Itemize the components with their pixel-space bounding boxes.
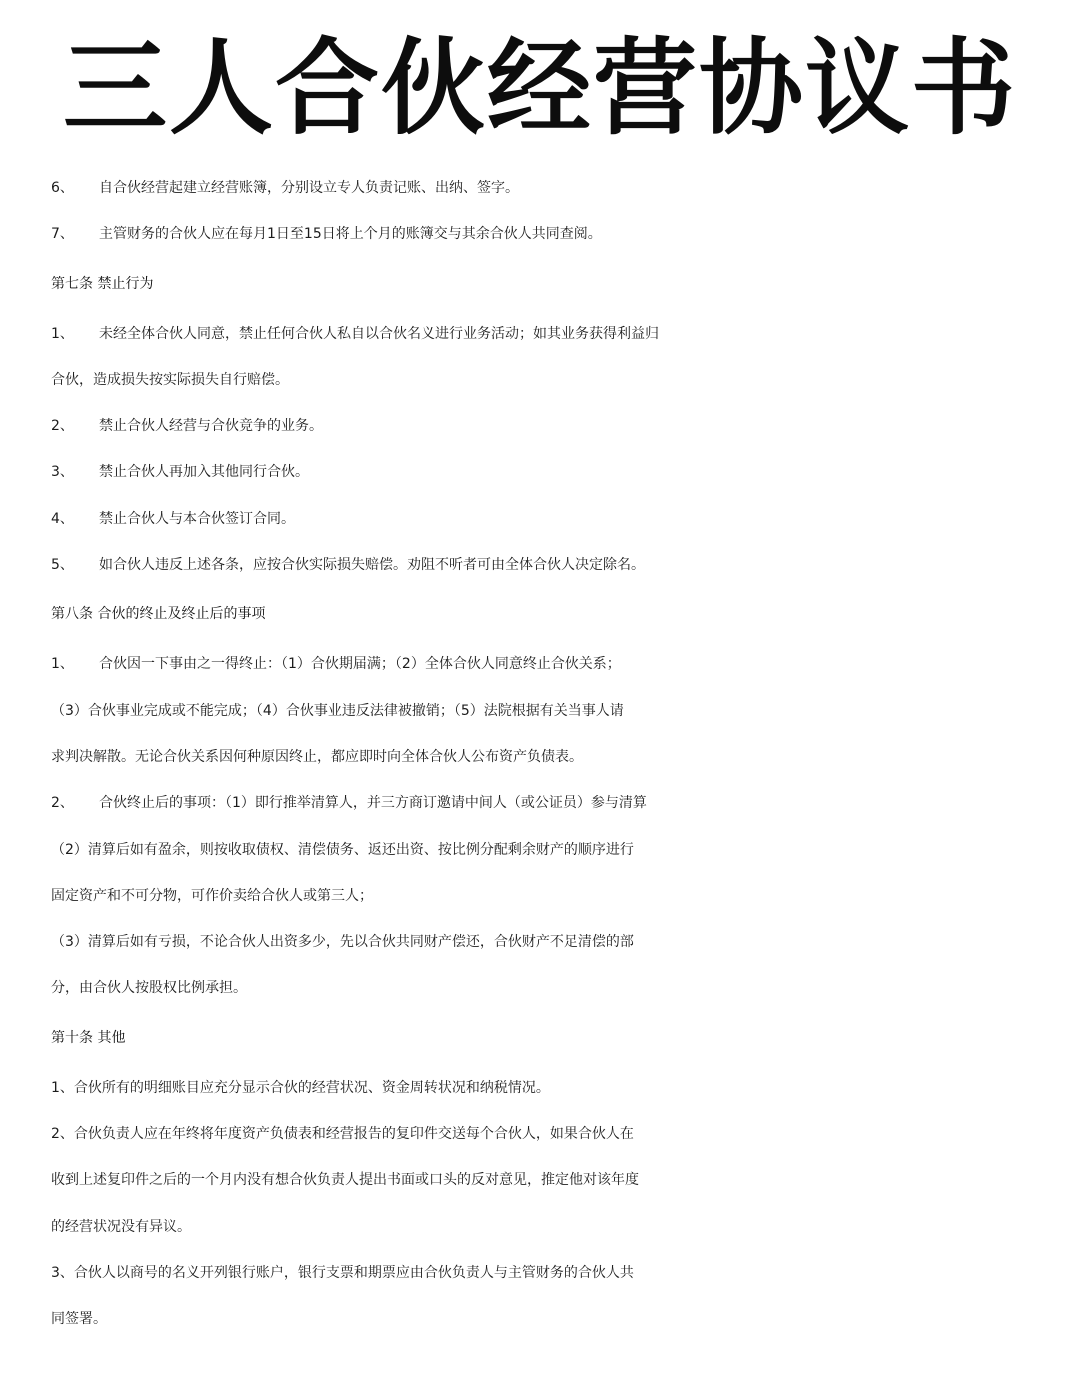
paragraph-text: 合伙终止后的事项：（1）即行推举清算人，并三方商订邀请中间人（或公证员）参与清算 (99, 795, 647, 812)
paragraph-text: 禁止合伙人与本合伙签订合同。 (99, 510, 295, 527)
paragraph-line (51, 1157, 1036, 1203)
paragraph-text: 分，由合伙人按股权比例承担。 (51, 980, 247, 997)
paragraph-text: 自合伙经营起建立经营账簿，分别设立专人负责记账、出纳、签字。 (99, 180, 519, 196)
paragraph-line (51, 1111, 1036, 1157)
item-number: 6、 (51, 180, 74, 196)
section-heading-text: 第十条 其他 (51, 1029, 126, 1046)
paragraph-line (51, 641, 1036, 687)
paragraph-line (51, 211, 1036, 257)
paragraph-line (51, 873, 1036, 919)
paragraph-text: 禁止合伙人经营与合伙竞争的业务。 (99, 418, 323, 435)
paragraph-line (51, 688, 1036, 734)
section-heading (51, 588, 1036, 641)
paragraph-line (51, 1204, 1036, 1250)
paragraph-text: 合伙因一下事由之一得终止：（1）合伙期届满；（2）全体合伙人同意终止合伙关系； (99, 656, 621, 673)
item-number: 2、 (51, 418, 74, 435)
paragraph-line (51, 919, 1036, 965)
section-heading (51, 258, 1036, 311)
paragraph-line (51, 449, 1036, 495)
item-number: 5、 (51, 557, 74, 574)
item-number: 3、 (51, 464, 74, 481)
paragraph-text: 同签署。 (51, 1311, 107, 1328)
section-heading-text: 第七条 禁止行为 (51, 275, 154, 292)
item-number: 7、 (51, 226, 74, 243)
paragraph-line (51, 1250, 1036, 1296)
paragraph-line (51, 1065, 1036, 1111)
item-number: 1、 (51, 325, 74, 342)
paragraph-text: 求判决解散。无论合伙关系因何种原因终止，都应即时向全体合伙人公布资产负债表。 (51, 748, 583, 765)
paragraph-text: （3）合伙事业完成或不能完成；（4）合伙事业违反法律被撤销；（5）法院根据有关当事人请 (51, 702, 624, 719)
paragraph-line (51, 827, 1036, 873)
paragraph-line (51, 311, 1036, 357)
paragraph-line (51, 780, 1036, 826)
paragraph-text: 2、合伙负责人应在年终将年度资产负债表和经营报告的复印件交送每个合伙人，如果合伙人在 (51, 1126, 634, 1143)
document-body (51, 165, 1036, 1343)
paragraph-text: 固定资产和不可分物，可作价卖给合伙人或第三人； (51, 887, 373, 904)
paragraph-text: 的经营状况没有异议。 (51, 1218, 191, 1235)
item-number: 4、 (51, 510, 74, 527)
paragraph-text: 未经全体合伙人同意，禁止任何合伙人私自以合伙名义进行业务活动；如其业务获得利益归 (99, 325, 659, 342)
paragraph-line (51, 496, 1036, 542)
item-number: 1、 (51, 656, 74, 673)
paragraph-line (51, 357, 1036, 403)
section-heading-text: 第八条 合伙的终止及终止后的事项 (51, 606, 266, 623)
paragraph-text: 1、合伙所有的明细账目应充分显示合伙的经营状况、资金周转状况和纳税情况。 (51, 1079, 550, 1096)
paragraph-text: 主管财务的合伙人应在每月1日至15日将上个月的账簿交与其余合伙人共同查阅。 (99, 226, 602, 243)
paragraph-text: 3、合伙人以商号的名义开列银行账户，银行支票和期票应由合伙负责人与主管财务的合伙人共 (51, 1264, 634, 1281)
paragraph-line (51, 403, 1036, 449)
paragraph-line (51, 734, 1036, 780)
paragraph-text: （2）清算后如有盈余，则按收取债权、清偿债务、返还出资、按比例分配剩余财产的顺序进行 (51, 841, 634, 858)
paragraph-text: 合伙，造成损失按实际损失自行赔偿。 (51, 371, 289, 388)
paragraph-text: 如合伙人违反上述各条，应按合伙实际损失赔偿。劝阻不听者可由全体合伙人决定除名。 (99, 557, 645, 574)
paragraph-line (51, 965, 1036, 1011)
item-number: 2、 (51, 795, 74, 812)
paragraph-line (51, 165, 1036, 211)
section-heading (51, 1012, 1036, 1065)
paragraph-text: 收到上述复印件之后的一个月内没有想合伙负责人提出书面或口头的反对意见，推定他对该年度 (51, 1172, 639, 1189)
paragraph-line (51, 542, 1036, 588)
paragraph-text: （3）清算后如有亏损，不论合伙人出资多少，先以合伙共同财产偿还，合伙财产不足清偿的部 (51, 934, 634, 951)
paragraph-line (51, 1296, 1036, 1342)
document-title: 三人合伙经营协议书 (62, 27, 1017, 149)
paragraph-text: 禁止合伙人再加入其他同行合伙。 (99, 464, 309, 481)
